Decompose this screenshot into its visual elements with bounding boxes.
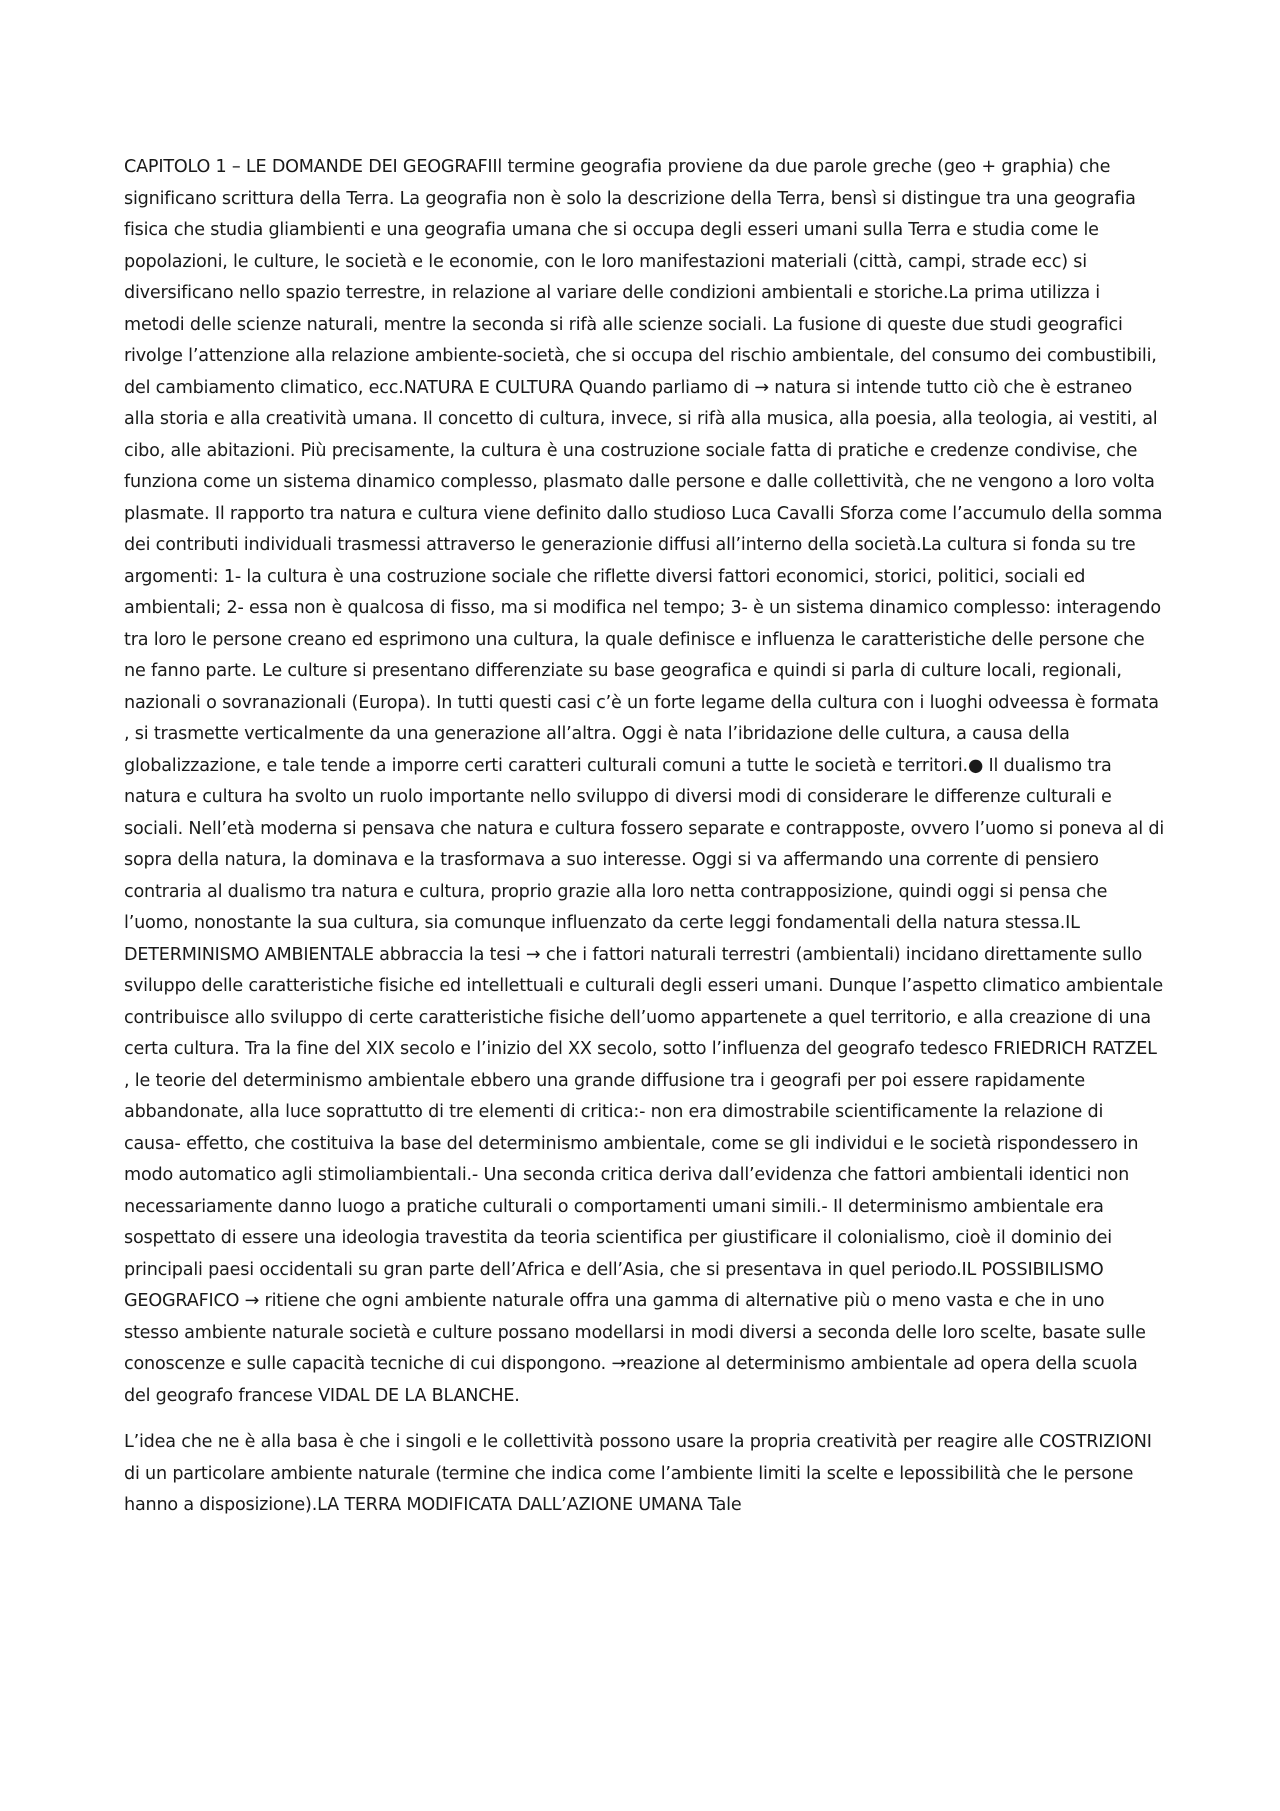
paragraph-1-text: CAPITOLO 1 – LE DOMANDE DEI GEOGRAFIIl termine geografia proviene da due parole greche (geo + graphia) che significano scrittura della Terra. La geografia non è solo la descrizione della Terra, bensì si distingue tra una geografia fisica che studia gliambienti e una geografia umana che si occupa degli esseri umani sulla Terra e studia come le popolazioni, le culture, le società e le economie, con le loro manifestazioni materiali (città, campi, strade ecc) si diversificano nello spazio terrestre, in relazione al variare delle condizioni ambientali e storiche.La prima utilizza i metodi delle scienze naturali, mentre la seconda si rifà alle scienze sociali. La fusione di queste due studi geografici rivolge l’attenzione alla relazione ambiente-società, che si occupa del rischio ambientale, del consumo dei combustibili, del cambiamento climatico, ecc.NATURA E CULTURA Quando parliamo di → natura si intende tutto ciò che è estraneo alla storia e alla creatività umana. Il concetto di cultura, invece, si rifà alla musica, alla poesia, alla teologia, ai vestiti, al cibo, alle abitazioni. Più precisamente, la cultura è una costruzione sociale fatta di pratiche e credenze condivise, che funziona come un sistema dinamico complesso, plasmato dalle persone e dalle collettività, che ne vengono a loro volta plasmate. Il rapporto tra natura e cultura viene definito dallo studioso Luca Cavalli Sforza come l’accumulo della somma dei contributi individuali trasmessi attraverso le generazionie diffusi all’interno della società.La cultura si fonda su tre argomenti: 1- la cultura è una costruzione sociale che riflette diversi fattori economici, storici, politici, sociali ed ambientali; 2- essa non è qualcosa di fisso, ma si modifica nel tempo; 3- è un sistema dinamico complesso: interagendo tra loro le persone creano ed esprimono una cultura, la quale definisce e influenza le caratteristiche delle persone che ne fanno parte. Le culture si presentano differenziate su base geografica e quindi si parla di culture locali, regionali, nazionali o sovranazionali (Europa). In tutti questi casi c’è un forte legame della cultura con i luoghi odveessa è formata , si trasmette verticalmente da una generazione all’altra. Oggi è nata l’ibridazione delle cultura, a causa della globalizzazione, e tale tende a imporre certi caratteri culturali comuni a tutte le società e territori. — [124, 157, 1163, 776]
paragraph-1-continued-text: Il dualismo tra natura e cultura ha svolto un ruolo importante nello sviluppo di diversi modi di considerare le differenze culturali e sociali. Nell’età moderna si pensava che natura e cultura fossero separate e contrapposte, ovvero l’uomo si poneva al di sopra della natura, la dominava e la trasformava a suo interesse. Oggi si va affermando una corrente di pensiero contraria al dualismo tra natura e cultura, proprio grazie alla loro netta contrapposizione, quindi oggi si pensa che l’uomo, nonostante la sua cultura, sia comunque influenzato da certe leggi fondamentali della natura stessa.IL DETERMINISMO AMBIENTALE abbraccia la tesi → che i fattori naturali terrestri (ambientali) incidano direttamente sullo sviluppo delle caratteristiche fisiche ed intellettuali e culturali degli esseri umani. Dunque l’aspetto climatico ambientale contribuisce allo sviluppo di certe caratteristiche fisiche dell’uomo appartenete a quel territorio, e alla creazione di una certa cultura. Tra la fine del XIX secolo e l’inizio del XX secolo, sotto l’influenza del geografo tedesco FRIEDRICH RATZEL , le teorie del determinismo ambientale ebbero una grande diffusione tra i geografi per poi essere rapidamente abbandonate, alla luce soprattutto di tre elementi di critica:- non era dimostrabile scientificamente la relazione di causa- effetto, che costituiva la base del determinismo ambientale, come se gli individui e le società rispondessero in modo automatico agli stimoliambientali.- Una seconda critica deriva dall’evidenza che fattori ambientali identici non necessariamente danno luogo a pratiche culturali o comportamenti umani simili.- Il determinismo ambientale era sospettato di essere una ideologia travestita da teoria scientifica per giustificare il colonialismo, cioè il dominio dei principali paesi occidentali su gran parte dell’Africa e dell’Asia, che si presentava in quel periodo.IL POSSIBILISMO GEOGRAFICO → ritiene che ogni ambiente naturale offra una gamma di alternative più o meno vasta e che in uno stesso ambiente naturale società e culture possano modellarsi in modi diversi a seconda delle loro scelte, basate sulle conoscenze e sulle capacità tecniche di cui dispongono. →reazione al determinismo ambientale ad opera della scuola del geografo francese VIDAL DE LA BLANCHE. — [124, 755, 1165, 1406]
bullet-icon: ● — [967, 755, 984, 776]
paragraph-2-text: L’idea che ne è alla basa è che i singoli e le collettività possono usare la propria creatività per reagire alle COSTRIZIONI di un particolare ambiente naturale (termine che indica come l’ambiente limiti la scelte e lepossibilità che le persone hanno a disposizione).LA TERRA MODIFICATA DALL’AZIONE UMANA Tale — [124, 1432, 1152, 1515]
paragraph-2 — [124, 1427, 1164, 1522]
document-page — [124, 152, 1164, 1537]
paragraph-1 — [124, 152, 1164, 1412]
